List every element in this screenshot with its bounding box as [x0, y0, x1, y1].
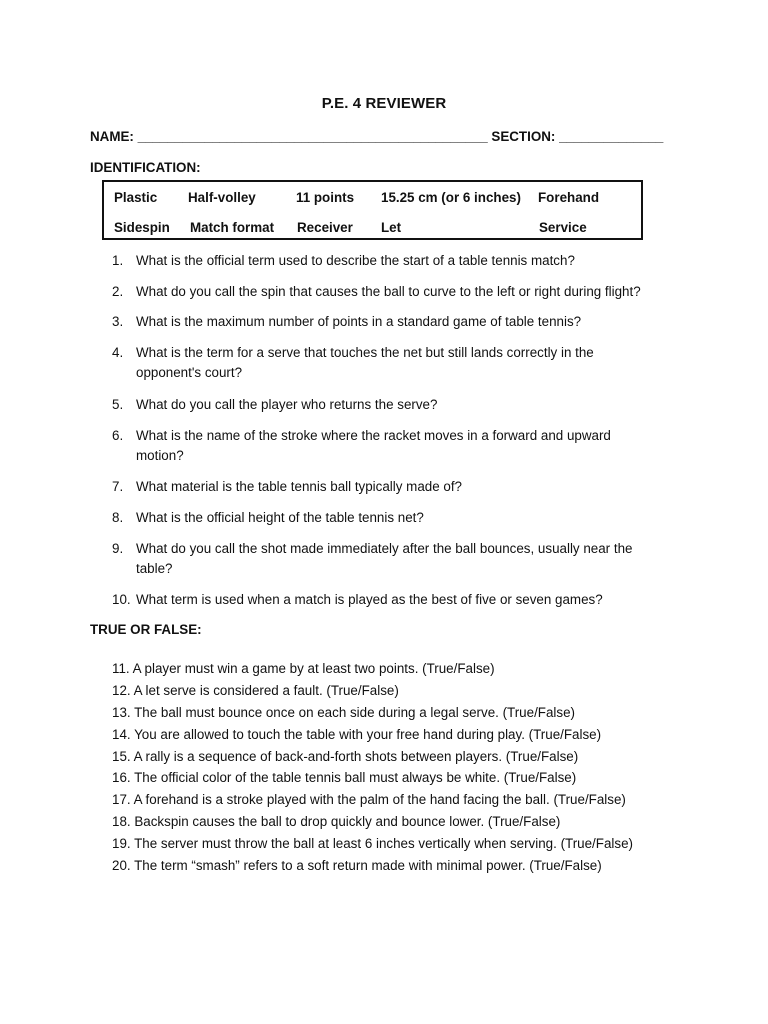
question-number: 3.	[112, 314, 124, 329]
tf-item	[112, 725, 712, 745]
tf-item	[112, 659, 712, 679]
tf-item	[112, 768, 712, 788]
tf-number: 18.	[112, 814, 131, 829]
tf-number: 14.	[112, 727, 131, 742]
question-number: 6.	[112, 428, 124, 443]
question-text: What do you call the shot made immediately after the ball bounces, usually near the table?	[136, 541, 633, 576]
question-item	[112, 426, 652, 466]
question-number: 10.	[112, 592, 131, 607]
word-bank-item: 11 points	[296, 190, 355, 205]
question-text: What material is the table tennis ball typically made of?	[136, 479, 462, 494]
tf-text: The server must throw the ball at least 6 inches vertically when serving. (True/False)	[134, 836, 633, 851]
tf-number: 16.	[112, 770, 131, 785]
question-number: 8.	[112, 510, 124, 525]
tf-text: Backspin causes the ball to drop quickly and bounce lower. (True/False)	[134, 814, 561, 829]
question-text: What do you call the spin that causes the ball to curve to the left or right during flight?	[136, 284, 641, 299]
section-label: SECTION:	[491, 129, 556, 144]
word-bank-item: 15.25 cm (or 6 inches)	[381, 190, 521, 205]
tf-number: 15.	[112, 749, 131, 764]
question-item	[112, 590, 672, 610]
tf-text: A player must win a game by at least two points. (True/False)	[132, 661, 495, 676]
tf-number: 19.	[112, 836, 131, 851]
question-text: What is the official term used to describe the start of a table tennis match?	[136, 253, 575, 268]
name-section-line	[90, 129, 690, 144]
name-label: NAME:	[90, 129, 134, 144]
word-bank-item: Receiver	[297, 220, 353, 235]
question-number: 1.	[112, 253, 124, 268]
question-item	[112, 251, 672, 271]
tf-number: 11.	[112, 661, 130, 676]
tf-text: A forehand is a stroke played with the palm of the hand facing the ball. (True/False)	[133, 792, 626, 807]
question-text: What is the official height of the table tennis net?	[136, 510, 424, 525]
question-text: What is the maximum number of points in a standard game of table tennis?	[136, 314, 582, 329]
tf-item	[112, 834, 712, 854]
question-number: 5.	[112, 397, 124, 412]
true-false-heading: TRUE OR FALSE:	[90, 622, 202, 637]
question-number: 7.	[112, 479, 124, 494]
page-title: P.E. 4 REVIEWER	[321, 95, 447, 112]
tf-text: The ball must bounce once on each side during a legal serve. (True/False)	[134, 705, 575, 720]
word-bank-item: Forehand	[538, 190, 600, 205]
section-blank: ______________	[559, 129, 664, 144]
tf-number: 13.	[112, 705, 131, 720]
question-item	[112, 312, 672, 332]
name-blank: _______________________________________________	[137, 129, 488, 144]
question-number: 2.	[112, 284, 124, 299]
tf-text: You are allowed to touch the table with your free hand during play. (True/False)	[134, 727, 602, 742]
question-number: 4.	[112, 345, 124, 360]
tf-number: 17.	[112, 792, 131, 807]
tf-text: The term “smash” refers to a soft return made with minimal power. (True/False)	[134, 858, 602, 873]
question-item	[112, 508, 672, 528]
tf-text: The official color of the table tennis ball must always be white. (True/False)	[134, 770, 577, 785]
tf-item	[112, 703, 712, 723]
tf-text: A rally is a sequence of back-and-forth shots between players. (True/False)	[133, 749, 579, 764]
word-bank-item: Match format	[190, 220, 275, 235]
question-text: What do you call the player who returns the serve?	[136, 397, 438, 412]
tf-item	[112, 856, 712, 876]
word-bank-item: Let	[381, 220, 402, 235]
word-bank-item: Plastic	[114, 190, 158, 205]
question-number: 9.	[112, 541, 124, 556]
question-text: What is the name of the stroke where the racket moves in a forward and upward motion?	[136, 428, 611, 463]
tf-number: 12.	[112, 683, 131, 698]
word-bank-item: Service	[539, 220, 587, 235]
question-text: What term is used when a match is played as the best of five or seven games?	[136, 592, 603, 607]
tf-item	[112, 812, 712, 832]
word-bank-box	[102, 180, 643, 240]
question-item	[112, 282, 702, 302]
question-item	[112, 395, 672, 415]
question-item	[112, 343, 632, 383]
question-text: What is the term for a serve that touches the net but still lands correctly in the opponent's court?	[136, 345, 594, 380]
identification-heading: IDENTIFICATION:	[90, 160, 201, 175]
question-item	[112, 539, 672, 579]
tf-item	[112, 790, 712, 810]
tf-number: 20.	[112, 858, 131, 873]
tf-text: A let serve is considered a fault. (True/False)	[133, 683, 399, 698]
word-bank-item: Half-volley	[188, 190, 256, 205]
word-bank-item: Sidespin	[114, 220, 170, 235]
tf-item	[112, 747, 712, 767]
question-item	[112, 477, 672, 497]
tf-item	[112, 681, 712, 701]
